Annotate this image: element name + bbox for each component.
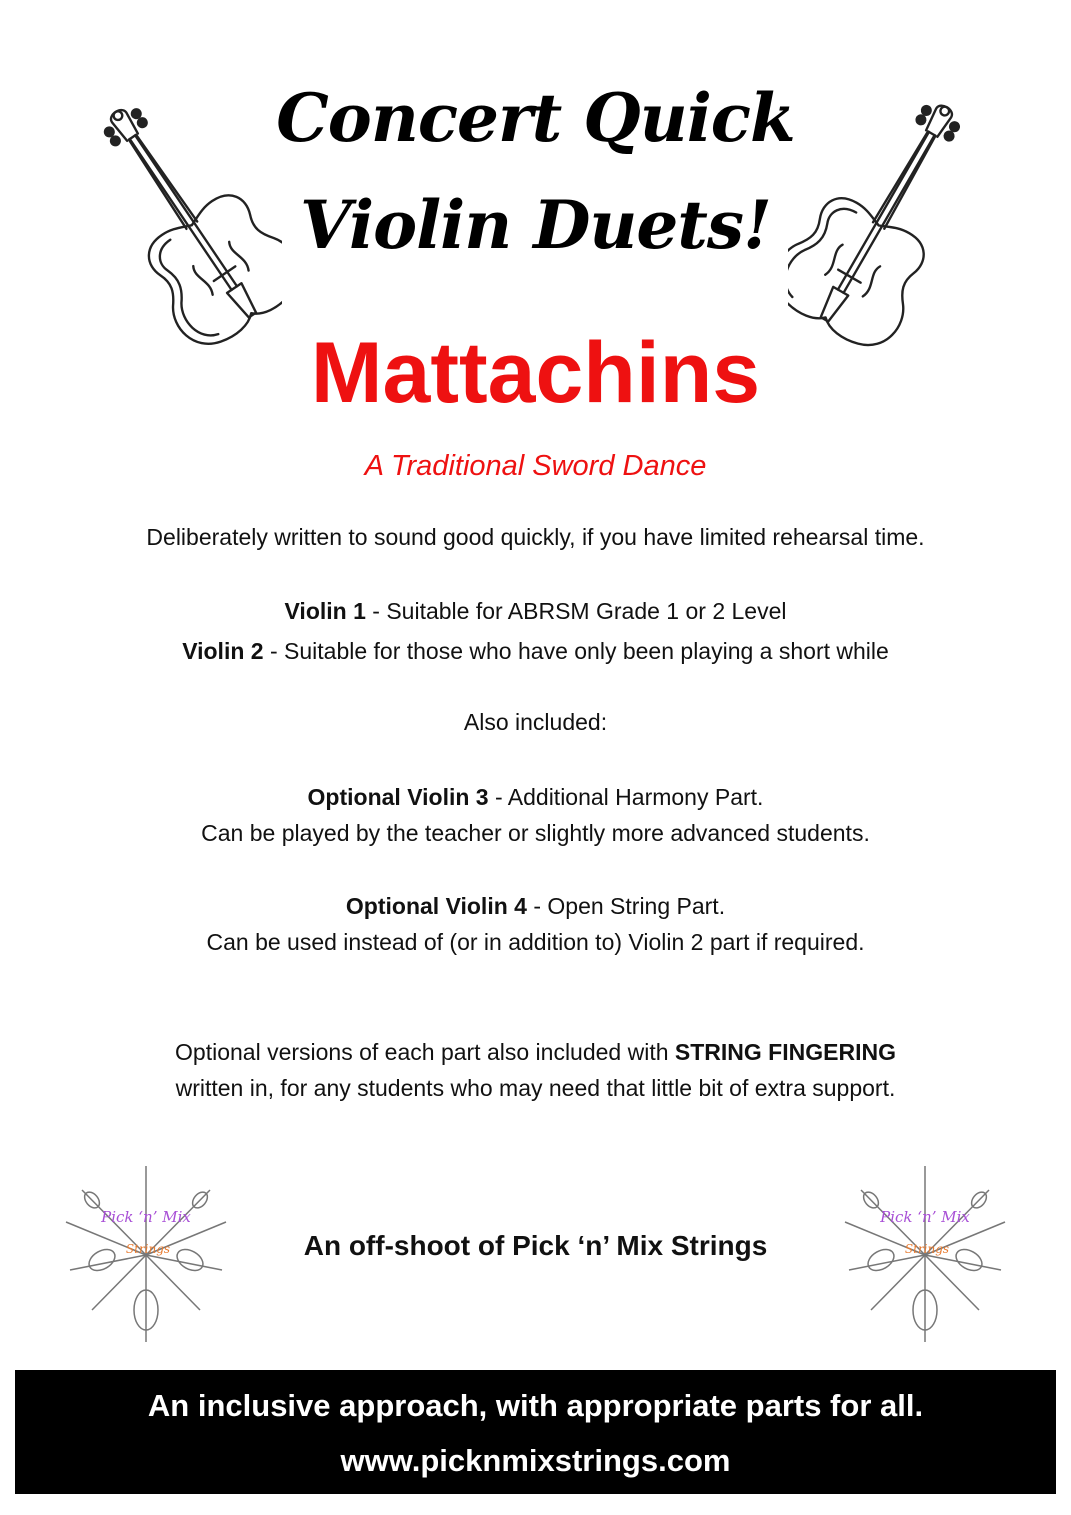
- offshoot-text: An off-shoot of Pick ‘n’ Mix Strings: [303, 1230, 768, 1261]
- page-title-line-2: Violin Duets!: [299, 186, 772, 264]
- part-name: Optional Violin 3: [307, 784, 489, 810]
- part-desc: - Suitable for ABRSM Grade 1 or 2 Level: [365, 598, 787, 624]
- page-title-line-1: Concert Quick: [276, 79, 795, 157]
- footer-tagline: An inclusive approach, with appropriate parts for all.: [147, 1388, 924, 1423]
- optional-violin-3: [0, 786, 1071, 809]
- intro-text: Deliberately written to sound good quickly, if you have limited rehearsal time.: [146, 524, 925, 550]
- piece-subtitle: A Traditional Sword Dance: [364, 450, 707, 482]
- fingering-bold: STRING FINGERING: [674, 1039, 896, 1065]
- part-desc: - Suitable for those who have only been playing a short while: [263, 638, 889, 664]
- footer-url-link[interactable]: www.picknmixstrings.com: [340, 1443, 731, 1478]
- fingering-pre: Optional versions of each part also included with: [175, 1039, 675, 1065]
- optional-violin-4: [0, 895, 1071, 918]
- logo-text-1: Pick ‘n’ Mix: [101, 1208, 191, 1226]
- part-desc: - Open String Part.: [526, 893, 726, 919]
- pick-n-mix-logo: [841, 1160, 1009, 1346]
- fingering-line-2: written in, for any students who may need that little bit of extra support.: [175, 1075, 896, 1101]
- optional-violin-4-note: Can be used instead of (or in addition to) Violin 2 part if required.: [206, 929, 865, 955]
- logo-text-1: Pick ‘n’ Mix: [880, 1208, 970, 1226]
- logo-text-2: Strings: [125, 1242, 171, 1256]
- part-violin-1: [0, 600, 1071, 623]
- part-name: Optional Violin 4: [345, 893, 527, 919]
- fingering-line-1: [0, 1041, 1071, 1064]
- part-violin-2: [0, 640, 1071, 663]
- logo-right: [841, 1160, 1009, 1346]
- optional-violin-3-note: Can be played by the teacher or slightly more advanced students.: [201, 820, 870, 846]
- part-name: Violin 1: [284, 598, 366, 624]
- part-desc: - Additional Harmony Part.: [488, 784, 764, 810]
- piece-title: Mattachins: [310, 325, 761, 421]
- logo-text-2: Strings: [904, 1242, 950, 1256]
- part-name: Violin 2: [182, 638, 264, 664]
- also-included-label: Also included:: [463, 709, 608, 735]
